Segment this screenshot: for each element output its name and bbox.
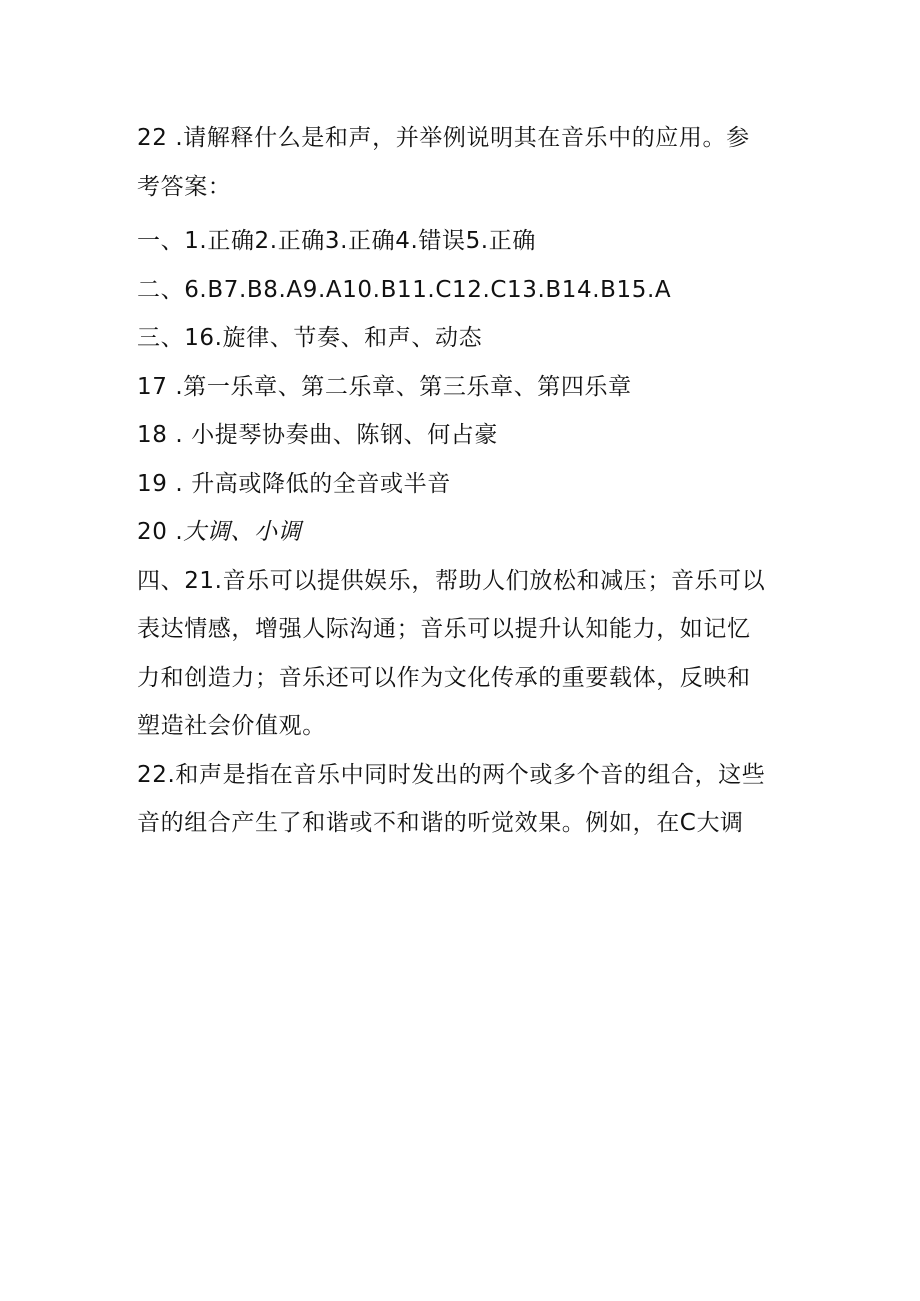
answer-18: 18 . 小提琴协奏曲、陈钢、何占豪 xyxy=(137,422,498,448)
answer-19: 19 . 升高或降低的全音或半音 xyxy=(137,470,451,497)
answer-20-number: 20 . xyxy=(137,519,184,545)
answer-17: 17 .第一乐章、第二乐章、第三乐章、第四乐章 xyxy=(137,373,632,400)
answer-section-4-line-4: 塑造社会价值观。 xyxy=(137,713,326,739)
answer-section-4-line-1: 四、21.音乐可以提供娱乐，帮助人们放松和减压；音乐可以 xyxy=(137,567,766,594)
document-body xyxy=(137,114,787,848)
answer-section-1: 一、1.正确2.正确3.正确4.错误5.正确 xyxy=(137,228,536,254)
answer-section-3: 三、16.旋律、节奏、和声、动态 xyxy=(137,325,483,351)
answer-section-2: 二、6.B7.B8.A9.A10.B11.C12.C13.B14.B15.A xyxy=(137,276,672,303)
answer-22-line-1: 22.和声是指在音乐中同时发出的两个或多个音的组合，这些 xyxy=(137,761,766,788)
answer-22-line-2: 音的组合产生了和谐或不和谐的听觉效果。例如，在C大调 xyxy=(137,810,744,836)
answer-20-text: 大调、小调 xyxy=(183,519,302,545)
answer-20 xyxy=(137,508,787,557)
answer-section-4-line-2: 表达情感，增强人际沟通；音乐可以提升认知能力，如记忆 xyxy=(137,616,751,642)
question-22-line-1: 22 .请解释什么是和声，并举例说明其在音乐中的应用。参 xyxy=(137,125,750,151)
question-22-line-2: 考答案： xyxy=(137,173,232,200)
answer-section-4-line-3: 力和创造力；音乐还可以作为文化传承的重要载体，反映和 xyxy=(137,664,751,691)
